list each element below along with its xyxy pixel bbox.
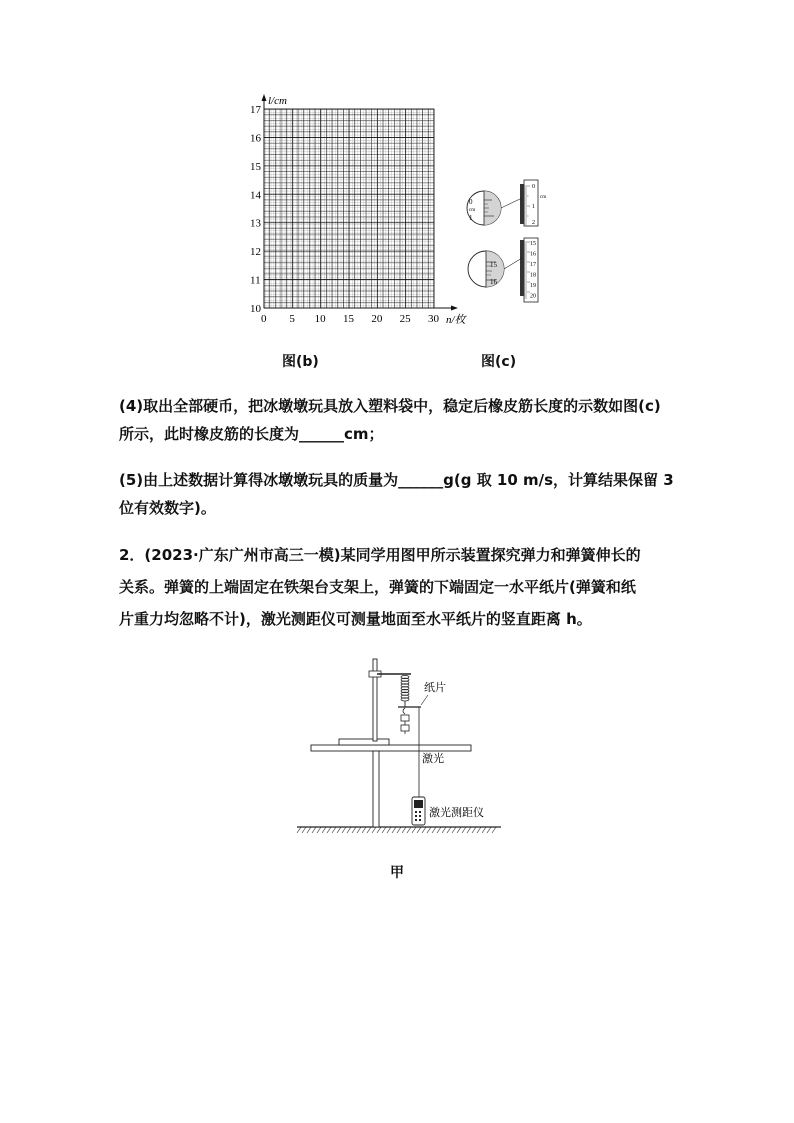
zoom2-tick-16: 16 [490,278,497,286]
zoom1-unit: cm [469,208,476,213]
x-tick-label: 5 [289,313,295,325]
y-tick-label: 15 [250,160,261,173]
ruler2-tick-label: 18 [530,272,536,279]
caption-fig-b: 图(b) [282,354,319,370]
x-tick-label: 25 [399,313,411,325]
figure-b-graph [240,90,480,335]
problem-2-line-2: 关系。弹簧的上端固定在铁架台支架上，弹簧的下端固定一水平纸片(弹簧和纸 [119,578,636,596]
x-tick-label: 20 [371,313,383,325]
y-axis-arrow-icon [262,94,267,101]
y-tick-label: 17 [250,104,261,116]
question-4 [119,392,679,448]
ruler1-tick-label: 2 [532,220,535,226]
upper-ruler [520,180,546,226]
x-tick-label: 15 [343,313,354,325]
y-tick-label: 10 [250,303,261,315]
ruler2-tick-label: 17 [530,262,536,268]
spring [401,675,409,701]
zoom1-tick-1: 1 [469,214,473,222]
x-axis-label: n/枚 [446,314,466,326]
ground-hatching [297,827,496,833]
zoom2-tick-15: 15 [490,261,497,269]
x-tick-label: 0 [261,313,267,325]
problem-2-line-3: 片重力均忽略不计)，激光测距仪可测量地面至水平纸片的竖直距离 h。 [119,610,592,628]
ruler2-tick-label: 15 [530,241,536,247]
label-laser-device: 激光测距仪 [429,807,484,819]
laser-rangefinder [412,797,425,825]
caption-fig-jia: 甲 [390,865,404,881]
ruler2-tick-label: 16 [530,251,536,258]
problem-2 [119,539,679,635]
y-tick-label: 14 [250,189,261,202]
figure-jia-apparatus [295,655,505,840]
figure-c-rulers [462,178,552,306]
lower-ruler [520,238,538,302]
hanging-weights [398,701,421,734]
question-5-line-1: (5)由上述数据计算得冰墩墩玩具的质量为______g(g 取 10 m/s，计算结果保留 3 [119,471,674,489]
y-axis-label: l/cm [268,95,287,107]
y-tick-label: 16 [250,132,261,145]
x-tick-label: 10 [314,313,326,325]
ruler1-tick-label: 0 [532,184,535,190]
label-laser: 激光 [422,753,444,765]
ruler1-unit: cm [540,195,547,200]
question-4-line-2: 所示，此时橡皮筋的长度为______cm； [119,425,384,443]
x-tick-label: 30 [428,313,439,325]
y-tick-label: 11 [250,274,261,287]
caption-fig-c: 图(c) [481,354,517,370]
ruler2-tick-label: 19 [530,283,536,289]
x-axis-arrow-icon [451,306,458,311]
zoom1-tick-0: 0 [469,198,473,206]
upper-magnifier [467,191,522,225]
question-5-line-2: 位有效数字)。 [119,499,216,517]
problem-2-line-1: 2．(2023·广东广州市高三一模)某同学用图甲所示装置探究弹力和弹簧伸长的 [119,546,641,564]
iron-stand [339,659,411,745]
ruler1-tick-label: 1 [532,204,535,210]
y-tick-label: 13 [250,217,261,230]
lower-magnifier [468,251,522,287]
y-tick-label: 12 [250,246,261,259]
label-paper: 纸片 [424,682,446,694]
ruler2-tick-label: 20 [530,293,536,300]
question-4-line-1: (4)取出全部硬币，把冰墩墩玩具放入塑料袋中，稳定后橡皮筋长度的示数如图(c) [119,397,661,415]
question-5 [119,466,679,522]
